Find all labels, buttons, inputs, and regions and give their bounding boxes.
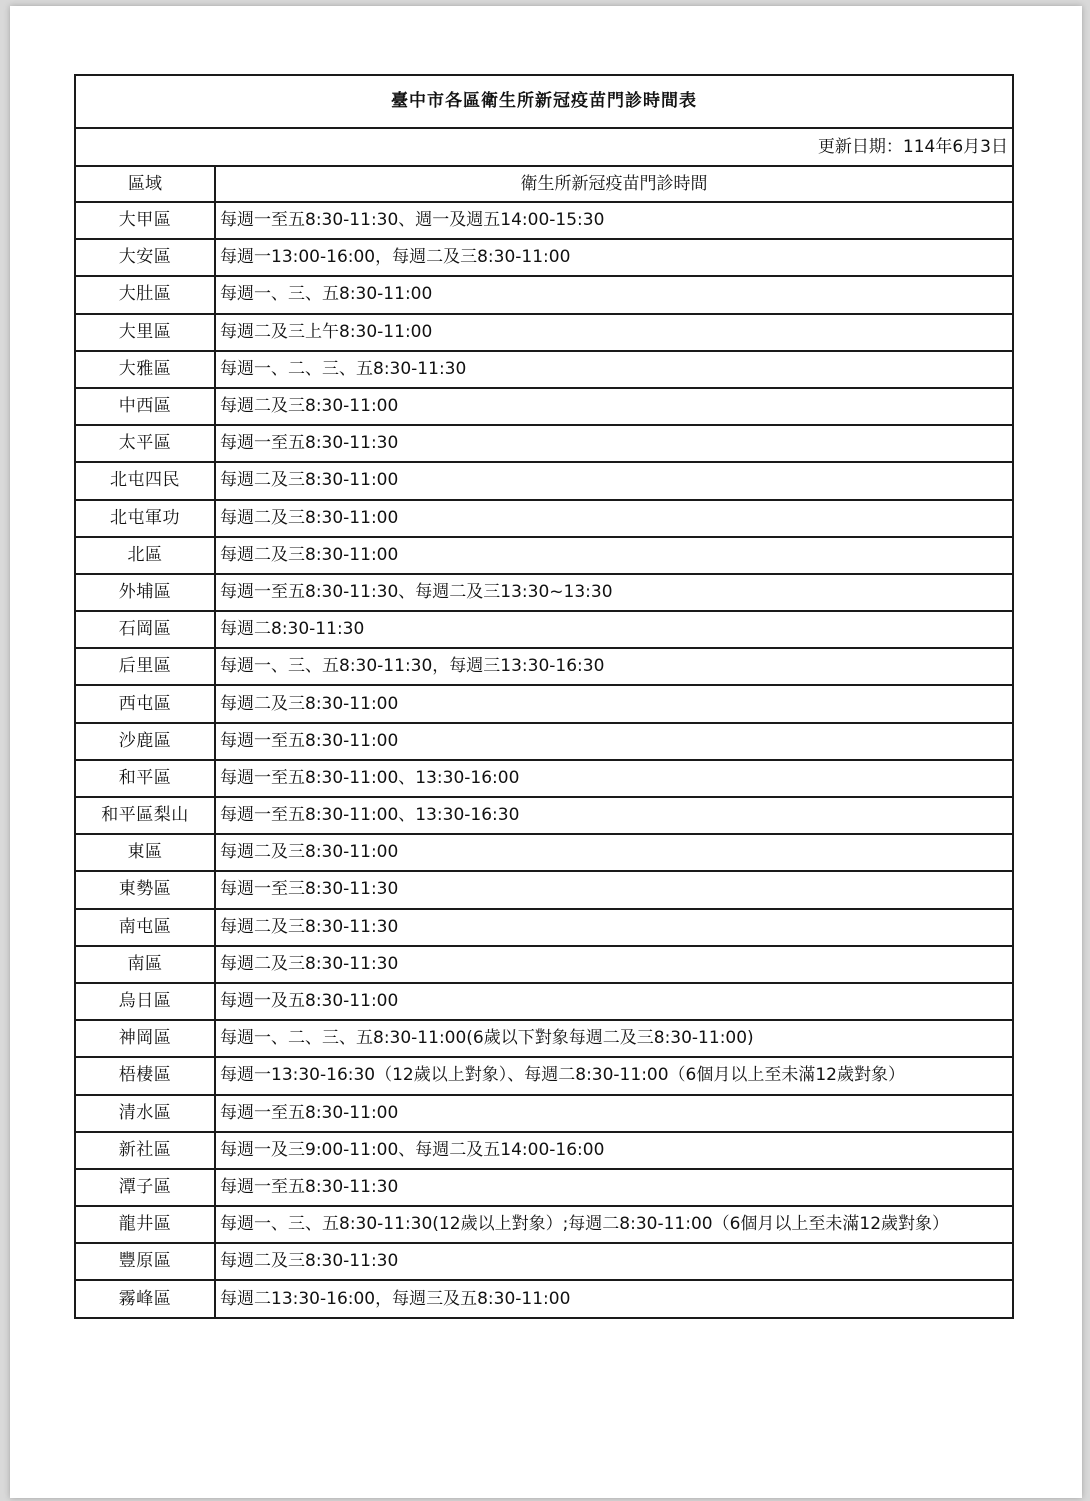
table-row [75,202,1013,239]
table-row [75,351,1013,388]
table-row [75,388,1013,425]
clinic-hours-cell: 每週二及三8:30-11:00 [215,500,1013,537]
table-row [75,1095,1013,1132]
table-row [75,909,1013,946]
table-row [75,462,1013,499]
table-row [75,239,1013,276]
district-cell: 南屯區 [75,909,215,946]
district-cell: 大里區 [75,314,215,351]
updated-row [75,128,1013,166]
district-cell: 和平區 [75,760,215,797]
district-cell: 霧峰區 [75,1280,215,1317]
clinic-hours-cell: 每週二及三8:30-11:00 [215,462,1013,499]
clinic-hours-cell: 每週一、二、三、五8:30-11:00(6歲以下對象每週二及三8:30-11:00) [215,1020,1013,1057]
table-row [75,1020,1013,1057]
table-row [75,946,1013,983]
table-row [75,425,1013,462]
district-cell: 潭子區 [75,1169,215,1206]
clinic-hours-cell: 每週一至五8:30-11:30、每週二及三13:30~13:30 [215,574,1013,611]
district-cell: 東區 [75,834,215,871]
district-cell: 大安區 [75,239,215,276]
district-cell: 石岡區 [75,611,215,648]
district-cell: 大甲區 [75,202,215,239]
clinic-hours-cell: 每週一及五8:30-11:00 [215,983,1013,1020]
table-row [75,1243,1013,1280]
header-row [75,166,1013,202]
district-cell: 北區 [75,537,215,574]
district-cell: 中西區 [75,388,215,425]
clinic-hours-cell: 每週一、三、五8:30-11:00 [215,276,1013,313]
document-title: 臺中市各區衛生所新冠疫苗門診時間表 [75,75,1013,128]
clinic-hours-cell: 每週二及三8:30-11:00 [215,388,1013,425]
table-row [75,574,1013,611]
updated-date: 更新日期：114年6月3日 [75,128,1013,166]
district-cell: 龍井區 [75,1206,215,1243]
clinic-hours-cell: 每週一至五8:30-11:00、13:30-16:30 [215,797,1013,834]
table-row [75,537,1013,574]
clinic-hours-cell: 每週一、二、三、五8:30-11:30 [215,351,1013,388]
table-row [75,500,1013,537]
clinic-hours-cell: 每週一至五8:30-11:00、13:30-16:00 [215,760,1013,797]
clinic-hours-cell: 每週二及三上午8:30-11:00 [215,314,1013,351]
district-cell: 南區 [75,946,215,983]
district-cell: 大肚區 [75,276,215,313]
clinic-hours-cell: 每週一至五8:30-11:00 [215,723,1013,760]
table-row [75,1206,1013,1243]
table-row [75,276,1013,313]
table-row [75,1057,1013,1094]
table-row [75,797,1013,834]
clinic-hours-cell: 每週一、三、五8:30-11:30，每週三13:30-16:30 [215,648,1013,685]
district-cell: 大雅區 [75,351,215,388]
clinic-hours-cell: 每週一、三、五8:30-11:30(12歲以上對象）;每週二8:30-11:00（6個月以上至未滿12歲對象） [215,1206,1013,1243]
clinic-hours-cell: 每週二及三8:30-11:00 [215,537,1013,574]
column-header-district: 區域 [75,166,215,202]
district-cell: 西屯區 [75,685,215,722]
column-header-hours: 衛生所新冠疫苗門診時間 [215,166,1013,202]
district-cell: 和平區梨山 [75,797,215,834]
table-row [75,685,1013,722]
clinic-hours-cell: 每週二及三8:30-11:00 [215,685,1013,722]
table-row [75,648,1013,685]
table-row [75,314,1013,351]
clinic-hours-cell: 每週一至五8:30-11:00 [215,1095,1013,1132]
clinic-hours-cell: 每週二及三8:30-11:30 [215,946,1013,983]
clinic-hours-cell: 每週一至五8:30-11:30 [215,425,1013,462]
clinic-hours-cell: 每週二13:30-16:00，每週三及五8:30-11:00 [215,1280,1013,1317]
clinic-hours-cell: 每週一至三8:30-11:30 [215,871,1013,908]
district-cell: 新社區 [75,1132,215,1169]
district-cell: 梧棲區 [75,1057,215,1094]
table-row [75,723,1013,760]
table-row [75,834,1013,871]
table-row [75,760,1013,797]
vaccine-schedule-table [74,74,1014,1319]
district-cell: 后里區 [75,648,215,685]
clinic-hours-cell: 每週一至五8:30-11:30 [215,1169,1013,1206]
document-page [10,6,1082,1498]
district-cell: 太平區 [75,425,215,462]
district-cell: 豐原區 [75,1243,215,1280]
district-cell: 神岡區 [75,1020,215,1057]
district-cell: 沙鹿區 [75,723,215,760]
table-row [75,871,1013,908]
title-row [75,75,1013,128]
table-row [75,1132,1013,1169]
clinic-hours-cell: 每週一13:00-16:00，每週二及三8:30-11:00 [215,239,1013,276]
clinic-hours-cell: 每週二及三8:30-11:30 [215,909,1013,946]
clinic-hours-cell: 每週一及三9:00-11:00、每週二及五14:00-16:00 [215,1132,1013,1169]
district-cell: 清水區 [75,1095,215,1132]
clinic-hours-cell: 每週二8:30-11:30 [215,611,1013,648]
district-cell: 外埔區 [75,574,215,611]
table-row [75,611,1013,648]
clinic-hours-cell: 每週一至五8:30-11:30、週一及週五14:00-15:30 [215,202,1013,239]
table-row [75,1169,1013,1206]
district-cell: 東勢區 [75,871,215,908]
table-row [75,1280,1013,1317]
table-row [75,983,1013,1020]
district-cell: 北屯四民 [75,462,215,499]
clinic-hours-cell: 每週二及三8:30-11:30 [215,1243,1013,1280]
district-cell: 烏日區 [75,983,215,1020]
clinic-hours-cell: 每週一13:30-16:30（12歲以上對象）、每週二8:30-11:00（6個月以上至未滿12歲對象） [215,1057,1013,1094]
district-cell: 北屯軍功 [75,500,215,537]
clinic-hours-cell: 每週二及三8:30-11:00 [215,834,1013,871]
